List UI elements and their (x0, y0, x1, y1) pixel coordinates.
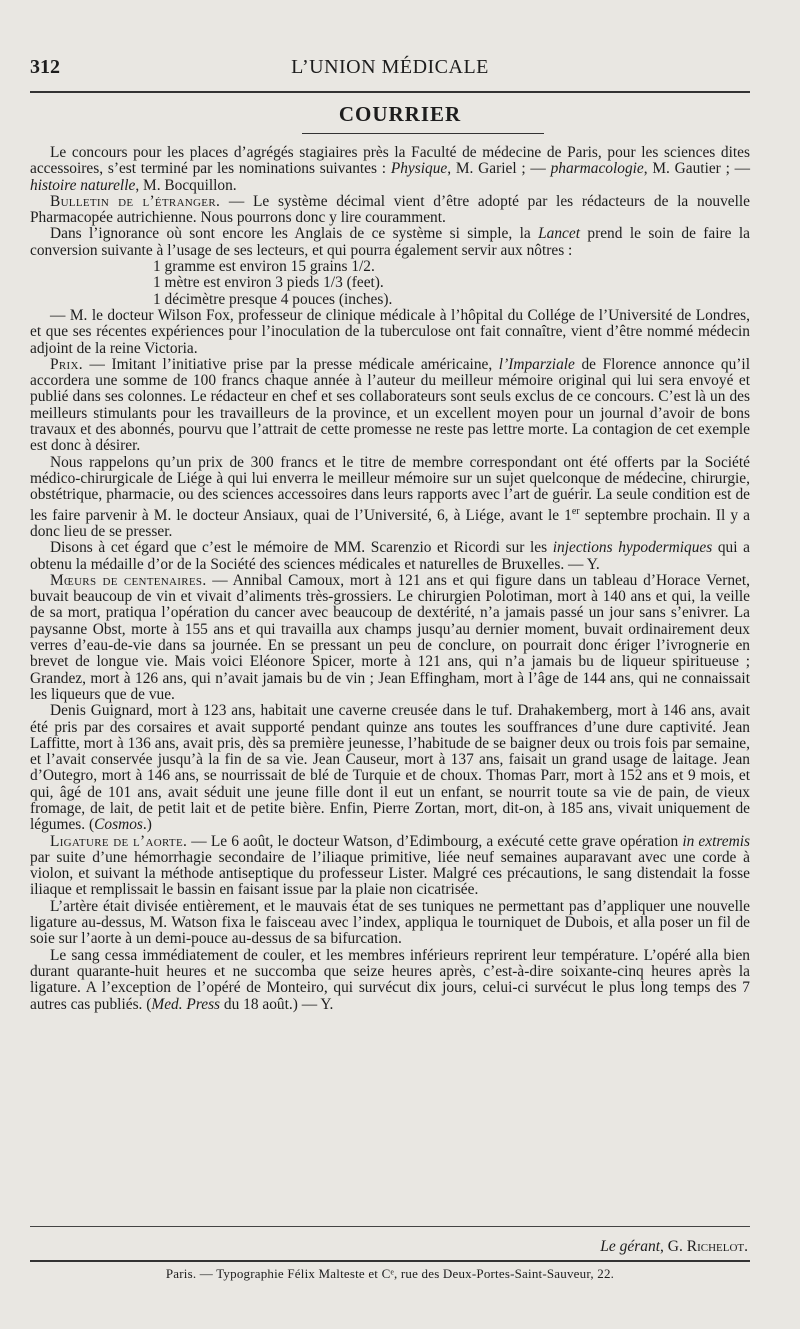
gerant-signature: Le gérant, G. Richelot. (600, 1238, 748, 1255)
section-title: COURRIER (338, 102, 462, 126)
page-number: 312 (30, 56, 60, 78)
printer-rule (30, 1260, 750, 1262)
header-rule (30, 91, 750, 93)
paragraph-bruxelles: Disons à cet égard que c’est le mémoire de MM. Scarenzio et Ricordi sur les injections hypodermiques qui a obtenu la médaille d’or de la Société des sciences médicales et naturelles de Bruxelles. — Y. (30, 539, 750, 573)
paragraph-ligature: Ligature de l’aorte. — Le 6 août, le docteur Watson, d’Edimbourg, a exécuté cette grave opération in extremis par suite d’une hémorrhagie secondaire de l’iliaque primitive, liée neuf semaines auparavant avec une corde à violon, et suivant la méthode antiseptique du professeur Lister. Malgré ces précautions, le sang distendait la fosse iliaque et remplissait le bassin en faisant issue par la plaie non cicatrisée. (30, 832, 751, 899)
paragraph-guignard: Denis Guignard, mort à 123 ans, habitait une caverne creusée dans le tuf. Drahakemberg, mort à 146 ans, avait été pris par des corsaires et avait supporté pendant quinze ans toutes les souffrances d’une dure captivité. Jean Laffitte, mort à 136 ans, avait pris, dès sa première jeunesse, l’habitude de se baigner deux ou trois fois par semaine, et l’avait conservée jusqu’à la fin de sa vie. Jean Causeur, mort à 137 ans, faisait un grand usage de laitage. Jean d’Outegro, mort à 146 ans, se nourrissait de blé de Turquie et de choux. Thomas Parr, mort à 152 ans et 9 mois, et qui, âgé de 101 ans, avait séduit une jeune fille dont il eut un enfant, se nourrit toute sa vie de pain, de vieux fromage, de lait, de petit lait et de petite bière. Enfin, Pierre Zortan, mort, dit-on, à 185 ans, vivait uniquement de légumes. (Cosmos.) (30, 702, 750, 834)
journal-title: L’UNION MÉDICALE (291, 56, 489, 78)
paragraph-concours: Le concours pour les places d’agrégés stagiaires près la Faculté de médecine de Paris, pour les sciences dites accessoires, s’est terminé par les nominations suivantes : Physique, M. Gariel ; — pharmacologie, M. Gautier ; — histoire naturelle, M. Bocquillon. (30, 144, 751, 194)
paragraph-sang: Le sang cessa immédiatement de couler, et les membres inférieurs reprirent leur température. L’opéré alla bien durant quarante-huit heures et ne succomba que seize heures après, c’est-à-dire soixante-cinq heures après la ligature. A l’exception de l’opéré de Monteiro, qui survécut dix jours, celui-ci survécut le plus long temps des 7 autres cas publiés. (Med. Press du 18 août.) — Y. (30, 946, 750, 1013)
rubric-heading: Ligature de l’aorte. (50, 832, 188, 850)
rubric-heading: Prix. (50, 355, 83, 373)
printer-imprint: Paris. — Typographie Félix Malteste et Cᵉ, rue des Deux-Portes-Saint-Sauveur, 22. (165, 1266, 615, 1281)
paragraph-wilson-fox: — M. le docteur Wilson Fox, professeur de clinique médicale à l’hôpital du Collége de l’Université de Londres, et que ses récentes expériences pour l’inoculation de la tuberculose ont fait connaître, vient d’être nommé médecin adjoint de la reine Victoria. (30, 306, 750, 357)
paragraph-artere: L’artère était divisée entièrement, et le mauvais état de ses tuniques ne permettant pas d’appliquer une nouvelle ligature au-dessus, M. Watson fixa le faisceau avec l’index, appliqua le tourniquet de Dubois, et alla poser un fil de soie sur l’aorte à un demi-pouce au-dessus de sa bifurcation. (30, 897, 750, 948)
article-body (30, 145, 750, 1013)
paragraph-liege: Nous rappelons qu’un prix de 300 francs et le titre de membre correspondant ont été offerts par la Société médico-chirurgicale de Liége à qui lui enverra le meilleur mémoire sur un sujet quelconque de médecine, chirurgie, obstétrique, pharmacie, ou des sciences accessoires dans leurs rapports avec l’art de guérir. La seule condition est de les faire parvenir à M. le docteur Ansiaux, quai de l’Université, 6, à Liége, avant le 1er septembre prochain. Il y a donc lieu de se presser. (30, 453, 750, 540)
rubric-heading: Bulletin de l’étranger. (50, 192, 221, 210)
footer-rule (30, 1226, 750, 1227)
rubric-heading: Mœurs de centenaires. (50, 571, 207, 589)
paragraph-lancet: Dans l’ignorance où sont encore les Anglais de ce système si simple, la Lancet prend le soin de faire la conversion suivante à l’usage de ses lecteurs, et qui pourra également servir aux nôtres : (30, 225, 750, 259)
conversion-item: 1 gramme est environ 15 grains 1/2. (153, 258, 375, 276)
conversion-list (153, 259, 750, 308)
conversion-item: 1 mètre est environ 3 pieds 1/3 (feet). (153, 274, 384, 292)
title-rule (302, 133, 544, 134)
paragraph-bulletin: Bulletin de l’étranger. — Le système décimal vient d’être adopté par les rédacteurs de la nouvelle Pharmacopée autrichienne. Nous pourrons donc y lire couramment. (30, 192, 750, 227)
conversion-item: 1 décimètre presque 4 pouces (inches). (153, 290, 393, 308)
running-header (30, 56, 750, 86)
paragraph-prix: Prix. — Imitant l’initiative prise par la presse médicale américaine, l’Imparziale de Florence annonce qu’il accordera une somme de 100 francs chaque année à l’auteur du meilleur mémoire original qui lui sera envoyé et publié dans ses colonnes. Le rédacteur en chef et ses collaborateurs sont seuls exclus de ce concours. C’est là un des meilleurs stimulants pour les travailleurs de la province, et un excellent moyen pour un journal d’avoir de bons travaux et des abonnés, pourvu que l’attrait de cette promesse ne reste pas lettre morte. La contagion de cet exemple est donc à désirer. (30, 355, 750, 455)
paragraph-centenaires: Mœurs de centenaires. — Annibal Camoux, mort à 121 ans et qui figure dans un tableau d’Horace Vernet, buvait beaucoup de vin et vivait d’aliments très-grossiers. Le chirurgien Polotiman, mort à 140 ans et qui, la veille de sa mort, pratiqua l’opération du cancer avec beaucoup de dextérité, n’a jamais passé un jour sans s’enivrer. La paysanne Obst, morte à 155 ans et qui travailla aux champs jusqu’au dernier moment, buvait ordinairement deux verres d’eau-de-vie dans sa journée. En se pressant un peu de conclure, on pourrait donc ériger l’ivrognerie en brevet de longue vie. Mais voici Eléonore Spicer, morte à 121 ans, qui n’a jamais bu de liqueur spiritueuse ; Grandez, mort à 126 ans, qui n’avait jamais bu de vin ; Jean Effingham, mort à l’âge de 144 ans, qui ne connaissait les liqueurs que de vue. (30, 571, 750, 703)
